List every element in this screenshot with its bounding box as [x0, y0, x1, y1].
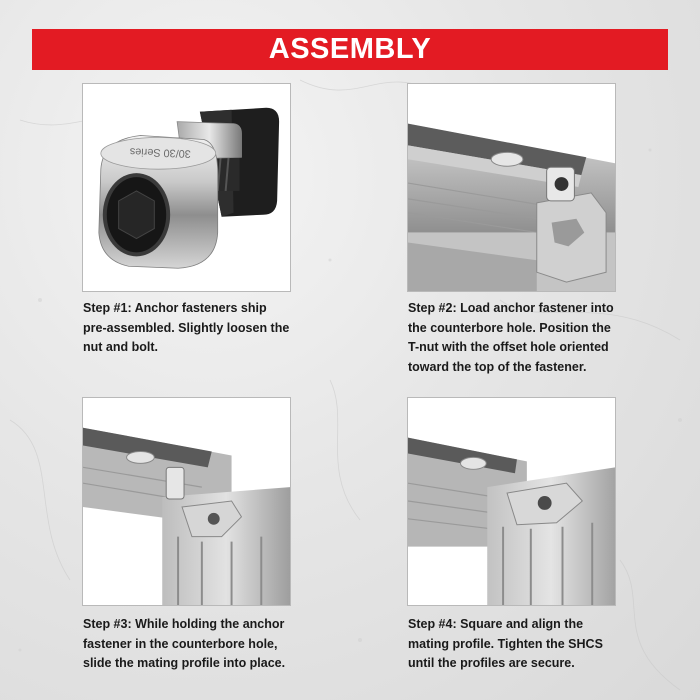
fastener-engraving: 30/30 Series [129, 145, 192, 160]
step-4-image [407, 397, 616, 606]
step-2-line-1: Step #2: Load anchor fastener into [408, 301, 614, 315]
step-1-caption [83, 299, 323, 358]
step-4-line-2: mating profile. Tighten the SHCS [408, 636, 603, 651]
step-1-line-3: nut and bolt. [83, 340, 158, 354]
step-2-image [407, 83, 616, 292]
step-1-image [82, 83, 291, 292]
assembly-banner [32, 29, 668, 70]
step-3-line-3: slide the mating profile into place. [83, 656, 286, 670]
step-4-line-3: until the profiles are secure. [408, 656, 575, 670]
step-3-caption [83, 615, 323, 674]
step-4-caption [408, 615, 648, 674]
step-2-caption [408, 299, 648, 377]
step-2-line-2: the counterbore hole. Position the [408, 320, 611, 335]
step-1-line-2: pre-assembled. Slightly loosen the [83, 320, 290, 335]
step-2-line-4: toward the top of the fastener. [408, 359, 587, 374]
step-1-line-1: Step #1: Anchor fasteners ship [83, 301, 267, 315]
step-3-line-2: fastener in the counterbore hole, [83, 636, 278, 651]
step-4-line-1: Step #4: Square and align the [408, 617, 584, 631]
step-3-line-1: Step #3: While holding the anchor [83, 617, 285, 631]
step-3-image [82, 397, 291, 606]
step-2-line-3: T-nut with the offset hole oriented [408, 340, 609, 354]
banner-title: ASSEMBLY [268, 33, 432, 65]
